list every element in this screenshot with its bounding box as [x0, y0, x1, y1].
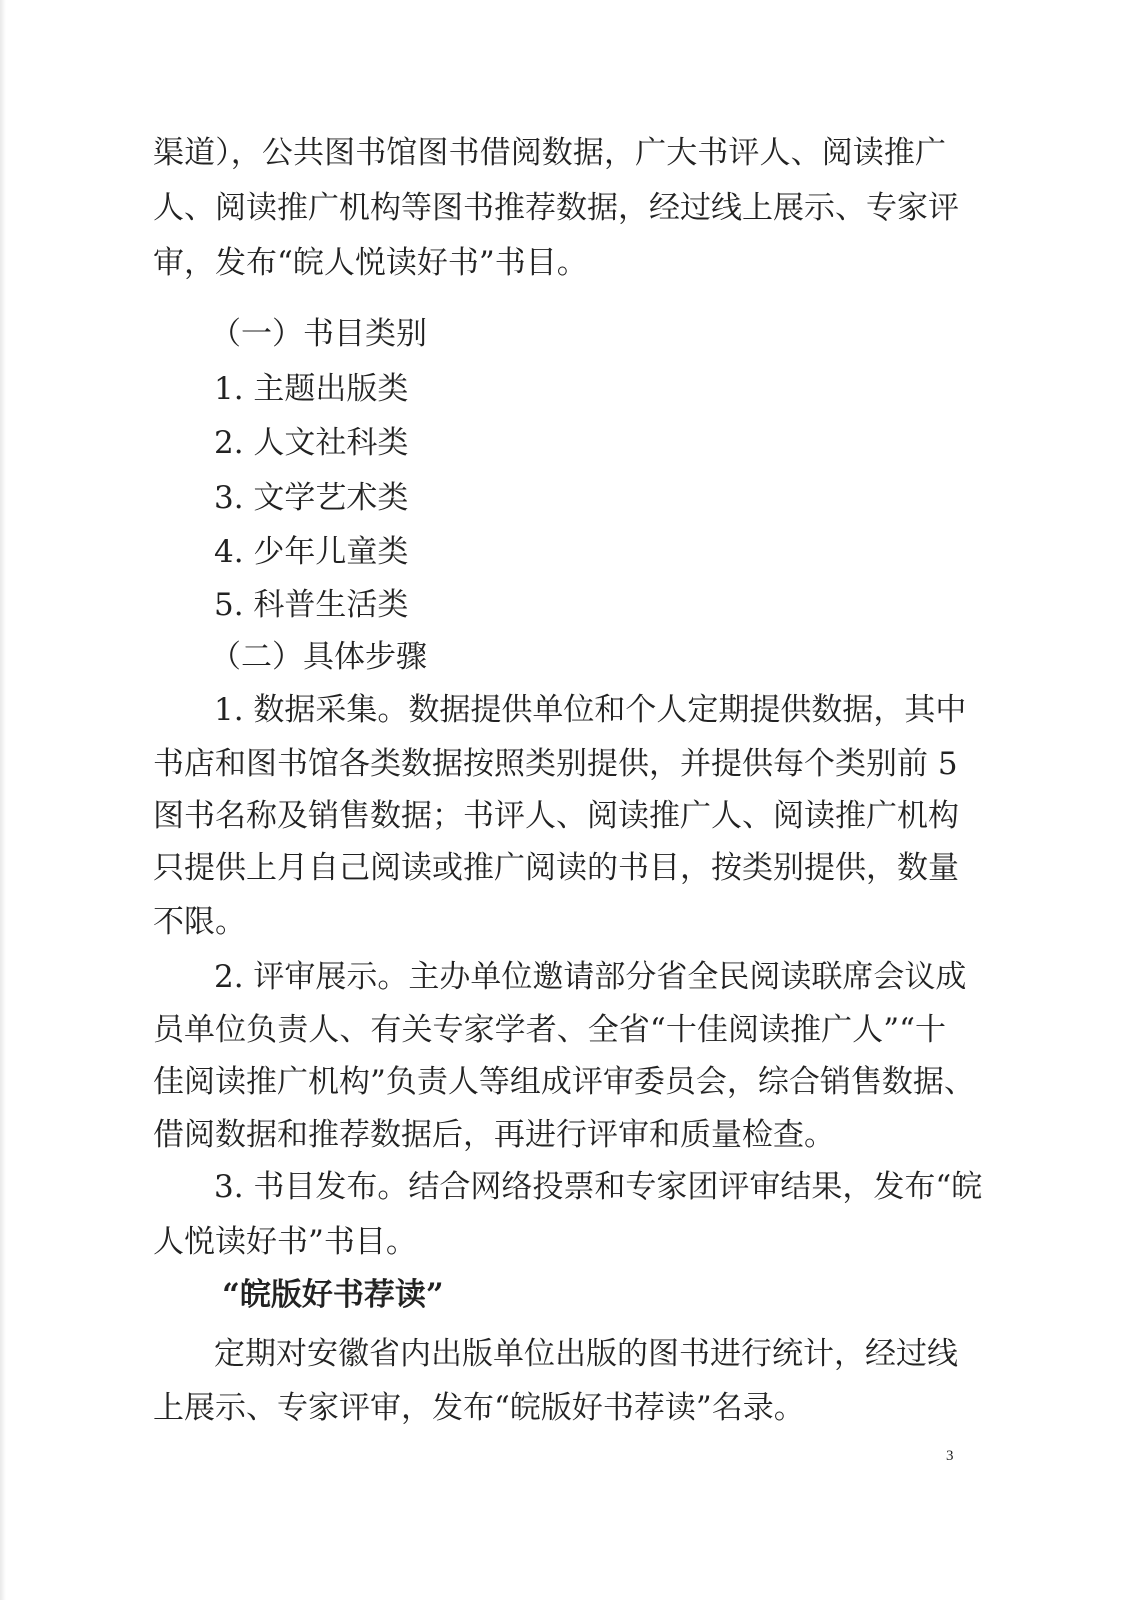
step-1-line-3: 图书名称及销售数据；书评人、阅读推广人、阅读推广机构 — [153, 798, 959, 834]
wanban-line-2: 上展示、专家评审，发布“皖版好书荐读”名录。 — [153, 1390, 805, 1426]
step-2-line-2: 员单位负责人、有关专家学者、全省“十佳阅读推广人”“十 — [153, 1012, 946, 1048]
body-line-3: 审，发布“皖人悦读好书”书目。 — [153, 245, 588, 281]
step-1-line-5: 不限。 — [153, 904, 246, 940]
step-1-line-4: 只提供上月自己阅读或推广阅读的书目，按类别提供，数量 — [153, 850, 959, 886]
category-item-3: 3. 文学艺术类 — [214, 480, 409, 516]
body-line-2: 人、阅读推广机构等图书推荐数据，经过线上展示、专家评 — [153, 190, 959, 226]
step-1-line-2: 书店和图书馆各类数据按照类别提供，并提供每个类别前 5 — [153, 746, 958, 782]
category-item-1: 1. 主题出版类 — [214, 371, 409, 407]
body-line-1: 渠道），公共图书馆图书借阅数据，广大书评人、阅读推广 — [153, 135, 946, 171]
wanban-line-1: 定期对安徽省内出版单位出版的图书进行统计，经过线 — [214, 1336, 958, 1372]
step-3-line-2: 人悦读好书”书目。 — [153, 1224, 417, 1260]
category-item-2: 2. 人文社科类 — [214, 425, 409, 461]
scan-edge — [0, 0, 6, 1600]
step-1-line-1: 1. 数据采集。数据提供单位和个人定期提供数据，其中 — [214, 692, 967, 728]
category-item-4: 4. 少年儿童类 — [214, 534, 409, 570]
page-number: 3 — [946, 1448, 954, 1464]
step-2-line-1: 2. 评审展示。主办单位邀请部分省全民阅读联席会议成 — [214, 959, 967, 995]
step-3-line-1: 3. 书目发布。结合网络投票和专家团评审结果，发布“皖 — [214, 1169, 983, 1205]
section-title-wanban: “皖版好书荐读” — [222, 1277, 444, 1313]
category-item-5: 5. 科普生活类 — [214, 587, 409, 623]
step-2-line-4: 借阅数据和推荐数据后，再进行评审和质量检查。 — [153, 1117, 835, 1153]
section-heading-2: （二）具体步骤 — [210, 639, 427, 675]
step-2-line-3: 佳阅读推广机构”负责人等组成评审委员会，综合销售数据、 — [153, 1064, 975, 1100]
section-heading-1: （一）书目类别 — [210, 316, 427, 352]
